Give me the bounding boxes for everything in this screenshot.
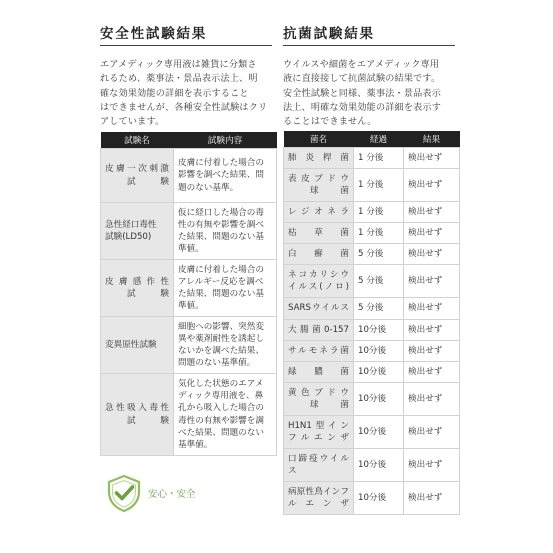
test-content-line: 問題のない基準値。 — [178, 358, 256, 369]
table-row — [284, 265, 460, 298]
table-row — [284, 320, 460, 341]
test-name-cell — [101, 203, 174, 260]
table-row — [101, 374, 277, 456]
elapsed-time-cell: 5 分後 — [354, 298, 404, 320]
elapsed-time-cell: 10分後 — [354, 320, 404, 341]
antibacterial-test-table — [283, 131, 460, 515]
test-content-line: 準値。 — [178, 301, 204, 312]
bacteria-name-cell — [284, 244, 354, 265]
test-name-line: 皮膚感作性 — [105, 276, 169, 287]
bacteria-name-line: 黄色ブドウ — [288, 387, 349, 398]
elapsed-time-cell: 1 分後 — [354, 148, 404, 169]
column-header: 菌名 — [284, 131, 354, 148]
bacteria-name-line: 病原性鳥インフ — [288, 486, 349, 497]
safety-badge — [102, 474, 200, 512]
test-content-line: 影響を調べた結果、問 — [178, 170, 264, 181]
test-name-cell — [101, 260, 174, 317]
test-content-line: べた結果、問題のない — [178, 427, 264, 438]
title-divider — [283, 45, 455, 46]
elapsed-time-cell: 10分後 — [354, 449, 404, 482]
column-header: 経過 — [354, 131, 404, 148]
table-row — [284, 482, 460, 515]
intro-line: 法上、明確な効果効能の詳細を表示す — [283, 102, 441, 113]
elapsed-time-cell: 10分後 — [354, 416, 404, 449]
test-content-line: 性の有無や影響を調べ — [178, 219, 264, 230]
shield-check-icon — [106, 474, 142, 516]
intro-line: れるため、薬事法・景品表示法上、明 — [100, 74, 258, 85]
badge-label: 安心・安全 — [148, 489, 196, 500]
test-content-cell — [174, 203, 277, 260]
bacteria-name-line: 緑膿菌 — [288, 366, 349, 377]
test-content-line: 基準値。 — [178, 439, 213, 450]
bacteria-name-line: ス — [288, 466, 297, 476]
test-content-line: 仮に経口した場合の毒 — [178, 207, 264, 218]
result-cell: 検出せず — [404, 244, 460, 265]
elapsed-time-cell: 1 分後 — [354, 223, 404, 244]
elapsed-time-cell: 5 分後 — [354, 244, 404, 265]
bacteria-name-cell — [284, 265, 354, 298]
test-content-line: た結果、問題のない基 — [178, 289, 264, 299]
intro-line: はできませんが、各種安全性試験はクリ — [100, 102, 268, 113]
result-cell: 検出せず — [404, 449, 460, 482]
test-content-line: 皮膚に付着した場合の — [178, 158, 264, 169]
result-cell: 検出せず — [404, 298, 460, 320]
table-row — [284, 244, 460, 265]
bacteria-name-line: 球菌 — [310, 400, 349, 410]
bacteria-name-line: 表皮ブドウ — [288, 173, 349, 184]
test-content-line: ディック専用液を、鼻 — [178, 391, 264, 402]
test-name-line: 試験(LD50) — [105, 232, 152, 242]
test-content-line: アレルギー反応を調べ — [178, 276, 264, 287]
bacteria-name-cell — [284, 223, 354, 244]
elapsed-time-cell: 10分後 — [354, 482, 404, 515]
test-name-line: 試験 — [127, 415, 169, 426]
test-content-line: 皮膚に付着した場合の — [178, 264, 264, 275]
bacteria-name-line: H1N1型イン — [288, 420, 349, 431]
bacteria-name-line: 大腸菌0-157 — [288, 324, 349, 335]
table-row — [284, 449, 460, 482]
test-name-line: 試験 — [127, 289, 169, 299]
section-intro — [100, 58, 278, 129]
test-content-line: 異や薬剤耐性を誘起し — [178, 333, 264, 344]
bacteria-name-line: 口蹄疫ウイル — [288, 453, 349, 464]
bacteria-name-line: 白癬菌 — [288, 248, 349, 259]
bacteria-name-line: レジオネラ — [288, 206, 349, 217]
title-divider — [100, 45, 272, 46]
table-row — [284, 416, 460, 449]
bacteria-name-line: SARSウイルス — [288, 303, 349, 314]
intro-line: 液に直接接して抗菌試験の結果です。 — [283, 74, 441, 85]
elapsed-time-cell: 10分後 — [354, 341, 404, 362]
bacteria-name-line: 肺炎桿菌 — [288, 152, 349, 163]
table-row — [284, 169, 460, 202]
bacteria-name-cell — [284, 148, 354, 169]
table-row — [101, 317, 277, 374]
bacteria-name-line: 枯草菌 — [288, 227, 349, 238]
table-row — [284, 341, 460, 362]
intro-line: ることはできません。 — [283, 117, 377, 128]
table-header-row — [101, 132, 277, 149]
test-content-line: 細胞への影響、突然変 — [178, 321, 264, 332]
table-row — [284, 298, 460, 320]
table-row — [284, 148, 460, 169]
test-name-cell — [101, 149, 174, 203]
column-header: 試験名 — [101, 132, 174, 149]
test-content-line: 準値。 — [178, 244, 204, 255]
test-name-cell — [101, 317, 174, 374]
section-intro — [283, 58, 461, 129]
column-header: 結果 — [404, 131, 460, 148]
result-cell: 検出せず — [404, 202, 460, 223]
test-name-line: 試験 — [127, 176, 169, 187]
test-name-line: 急性経口毒性 — [105, 219, 157, 230]
test-content-cell — [174, 374, 277, 456]
table-row — [284, 223, 460, 244]
table-row — [101, 149, 277, 203]
bacteria-name-line: ルエンザ — [288, 499, 349, 509]
intro-line: ウイルスや細菌をエアメディック専用 — [283, 60, 440, 70]
bacteria-name-cell — [284, 383, 354, 416]
section-title: 抗菌試験結果 — [283, 26, 375, 42]
bacteria-name-line: フルエンザ — [288, 433, 349, 443]
test-content-line: た結果、問題のない基 — [178, 232, 264, 242]
bacteria-name-cell — [284, 362, 354, 383]
test-content-line: 毒性の有無や影響を調 — [178, 415, 264, 426]
table-header-row — [284, 131, 460, 148]
bacteria-name-cell — [284, 416, 354, 449]
result-cell: 検出せず — [404, 416, 460, 449]
intro-line: 安全性試験と同様、薬事法・景品表示 — [283, 88, 441, 99]
test-content-cell — [174, 149, 277, 203]
bacteria-name-line: ネコカリシウ — [288, 269, 349, 280]
test-content-line: ないかを調べた結果、 — [178, 346, 264, 356]
test-content-line: 孔から吸入した場合の — [178, 403, 264, 414]
result-cell: 検出せず — [404, 223, 460, 244]
result-cell: 検出せず — [404, 362, 460, 383]
result-cell: 検出せず — [404, 383, 460, 416]
bacteria-name-cell — [284, 169, 354, 202]
elapsed-time-cell: 10分後 — [354, 383, 404, 416]
intro-line: アしています。 — [100, 117, 165, 128]
result-cell: 検出せず — [404, 341, 460, 362]
intro-line: エアメディック専用液は雑貨に分類さ — [100, 60, 257, 70]
section-title: 安全性試験結果 — [100, 26, 208, 42]
result-cell: 検出せず — [404, 482, 460, 515]
test-content-line: 題のない基準。 — [178, 182, 239, 193]
test-content-cell — [174, 260, 277, 317]
column-header: 試験内容 — [174, 132, 277, 149]
bacteria-name-cell — [284, 320, 354, 341]
safety-test-table — [100, 132, 277, 456]
test-name-line: 変異原性試験 — [105, 339, 157, 350]
elapsed-time-cell: 1 分後 — [354, 169, 404, 202]
test-content-line: 気化した状態のエアメ — [178, 378, 264, 389]
table-row — [101, 260, 277, 317]
test-name-line: 急性吸入毒性 — [105, 403, 169, 414]
result-cell: 検出せず — [404, 265, 460, 298]
bacteria-name-cell — [284, 202, 354, 223]
result-cell: 検出せず — [404, 148, 460, 169]
result-cell: 検出せず — [404, 320, 460, 341]
bacteria-name-cell — [284, 482, 354, 515]
result-cell: 検出せず — [404, 169, 460, 202]
elapsed-time-cell: 5 分後 — [354, 265, 404, 298]
bacteria-name-cell — [284, 298, 354, 320]
bacteria-name-cell — [284, 449, 354, 482]
bacteria-name-cell — [284, 341, 354, 362]
test-name-line: 皮膚一次刺激 — [105, 164, 169, 175]
table-row — [284, 202, 460, 223]
bacteria-name-line: サルモネラ菌 — [288, 345, 349, 356]
test-content-cell — [174, 317, 277, 374]
bacteria-name-line: 球菌 — [310, 186, 349, 196]
elapsed-time-cell: 10分後 — [354, 362, 404, 383]
table-row — [284, 383, 460, 416]
intro-line: 確な効果効能の詳細を表示すること — [100, 88, 249, 99]
elapsed-time-cell: 1 分後 — [354, 202, 404, 223]
bacteria-name-line: イルス(ノロ) — [288, 282, 349, 292]
table-row — [284, 362, 460, 383]
test-name-cell — [101, 374, 174, 456]
table-row — [101, 203, 277, 260]
